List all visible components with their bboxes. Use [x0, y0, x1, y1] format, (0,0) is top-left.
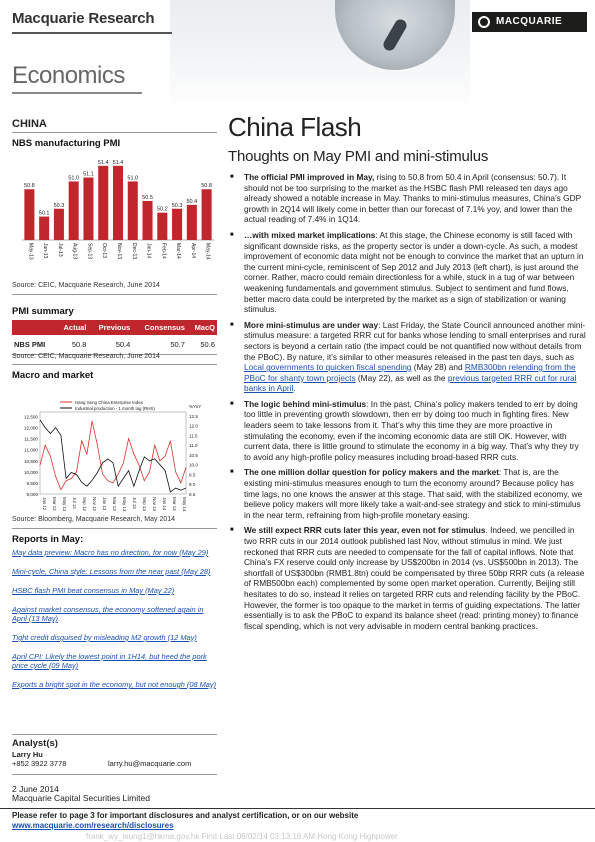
- x-tick-label: May 14: [182, 497, 187, 512]
- bullet-text: .: [293, 383, 296, 394]
- reports-list: [12, 548, 217, 699]
- x-tick-label: Mar 14: [172, 497, 177, 511]
- data-label: 50.2: [156, 206, 168, 213]
- bar: [98, 166, 108, 240]
- y-right-tick-label: 11.0: [189, 443, 198, 449]
- macro-market-line-chart: [14, 386, 219, 512]
- data-label: 50.4: [186, 198, 198, 205]
- x-tick-label: Mar 12: [52, 497, 57, 511]
- legend-label: Industrial production - 1 month lag (RHS): [75, 406, 155, 411]
- bullet-text: : Last Friday, the State Council announced another mini-stimulus measure: a targeted RRR cut for banks whose lending to small enterprises and rural sectors is beyond a certain ratio (the impact could be not quantified now without details from the PBoC). By nature, it’s similar to other measures released in the past ten days, such as: [244, 319, 586, 362]
- divider: [12, 364, 217, 365]
- data-label: 50.5: [142, 194, 153, 201]
- bar: [54, 209, 64, 240]
- tick-label: Dec-13: [130, 243, 137, 260]
- table-header-cell: Consensus: [132, 320, 187, 335]
- y-left-tick-label: 11,500: [24, 436, 38, 442]
- bullet-text: rising to 50.8 from 50.4 in April (consensus: 50.7). It should not be too surprising to the market as the HSBC flash PMI released ten days ago already showed a notable increase in May. Thanks to mini-stimulus measures, China’s GDP growth in 2Q14 will likely come in better than our forecast of 7.1% yoy, and lower than the actual reading of 7.4% in 1Q14.: [244, 172, 581, 225]
- brand-name: Macquarie Research: [12, 10, 155, 27]
- divider: [12, 528, 217, 529]
- logo-mark-icon: [478, 16, 490, 28]
- y-left-tick-label: 9,000: [26, 492, 38, 497]
- table-cell: 50.4: [88, 335, 132, 355]
- inline-link[interactable]: RMB300bn relending from the PBoC for shanty town projects: [244, 362, 576, 383]
- page-header: [0, 0, 595, 108]
- report-link[interactable]: April CPI: Likely the lowest point in 1H14, but heed the pork price cycle (09 May): [12, 652, 207, 670]
- y-left-tick-label: 9,500: [26, 480, 38, 486]
- report-link[interactable]: May data preview: Macro has no direction, for now (May 29): [12, 548, 209, 557]
- bullet-lead: We still expect RRR cuts later this year, even not for stimulus: [244, 525, 486, 536]
- data-label: 50.1: [38, 210, 50, 217]
- macquarie-logo: [472, 12, 587, 32]
- data-label: 50.3: [171, 202, 183, 209]
- page-subtitle: Thoughts on May PMI and mini-stimulus: [228, 148, 489, 165]
- bullet-lead: The logic behind mini-stimulus: [244, 398, 367, 409]
- bar: [172, 209, 182, 240]
- y-right-tick-label: 9.5: [189, 472, 196, 478]
- disclosure-link[interactable]: www.macquarie.com/research/disclosures: [12, 821, 174, 830]
- table-header-cell: MacQ: [187, 320, 217, 335]
- tick-label: Apr-14: [189, 243, 196, 259]
- tick-label: Oct-13: [101, 243, 108, 259]
- chart2-title: Macro and market: [12, 370, 94, 381]
- table-cell: NBS PMI: [12, 335, 55, 355]
- y-right-tick-label: 12.5: [189, 413, 198, 419]
- divider: [12, 294, 217, 295]
- y-right-tick-label: 12.0: [189, 423, 198, 429]
- bullet-item: [228, 399, 588, 463]
- inline-link[interactable]: previous targeted RRR cut for rural banks in April: [244, 372, 577, 394]
- section-rule: [12, 92, 142, 94]
- summary-source: Source: CEIC, Macquarie Research, June 2014: [12, 353, 160, 360]
- y-right-tick-label: 11.5: [189, 433, 198, 439]
- bar: [143, 201, 153, 240]
- table-header-cell: Actual: [55, 320, 88, 335]
- pmi-summary-table: [12, 320, 217, 355]
- bar: [187, 205, 197, 240]
- article-body: [228, 172, 588, 636]
- x-tick-label: Sep 13: [142, 497, 147, 511]
- inline-link[interactable]: Local governments to quicken fiscal spending: [244, 362, 412, 373]
- tick-label: May-13: [27, 243, 34, 260]
- y-left-tick-label: 10,500: [23, 458, 38, 464]
- disclosure-note: Please refer to page 3 for important disclosures and analyst certification, or on our website: [12, 811, 359, 820]
- bullet-item: [228, 230, 588, 315]
- bar: [69, 181, 79, 240]
- bullet-lead: The official PMI improved in May,: [244, 172, 375, 182]
- y-left-tick-label: 11,000: [24, 447, 38, 453]
- chart1-title: NBS manufacturing PMI: [12, 138, 121, 149]
- chart2-source: Source: Bloomberg, Macquarie Research, May 2014: [12, 516, 176, 523]
- x-tick-label: Jan 13: [102, 497, 107, 511]
- table-row: [12, 335, 217, 355]
- bar: [24, 189, 34, 240]
- bullet-text: : At this stage, the Chinese economy is still faced with significant downside risks, as the property sector is under a down-cycle. As such, a modest improvement of economic data might not be enough to convince the market that an upturn in the current mini-cycle, reminiscent of Sep 2012 and July 2013 (left chart), is just around the corner. Rather, macro could remain directionless for a while, stuck in a tug of war between weakening fundamentals and government stimulus. Subject to sentiment and fund flows, better macro data could be interpreted by the market as a sign of stabilization or waning stimulus.: [244, 229, 584, 315]
- tick-label: Mar-14: [175, 243, 182, 259]
- y-right-unit: %YoY: [189, 404, 202, 409]
- watermark: frank_wy_leung1@hkma.gov.hk First Last 06/02/14 03:13:16 AM Hong Kong Highpower: [86, 832, 398, 841]
- divider: [12, 774, 217, 775]
- data-label: 51.4: [97, 159, 109, 166]
- bullet-text: (May 28) and: [411, 362, 465, 373]
- bar: [202, 189, 212, 240]
- publish-date: 2 June 2014: [12, 784, 59, 794]
- table-header-cell: Previous: [88, 320, 132, 335]
- y-left-tick-label: 10,000: [23, 469, 38, 475]
- bar: [128, 181, 138, 240]
- data-label: 51.0: [127, 175, 139, 182]
- data-label: 50.8: [201, 183, 212, 190]
- tick-label: Feb-14: [160, 243, 167, 259]
- y-right-tick-label: 10.0: [189, 462, 198, 468]
- report-link[interactable]: HSBC flash PMI beat consensus in May (May 22): [12, 586, 175, 595]
- report-link[interactable]: Exports a bright spot in the economy, but not enough (08 May): [12, 680, 217, 689]
- bullet-lead: The one million dollar question for policy makers and the market: [244, 467, 499, 478]
- analyst-email[interactable]: larry.hu@macquarie.com: [108, 759, 192, 768]
- plot-frame: [40, 412, 186, 494]
- x-tick-label: Jan 12: [42, 497, 47, 511]
- page-title: China Flash: [228, 112, 362, 142]
- country-label: CHINA: [12, 118, 47, 130]
- divider: [12, 734, 217, 735]
- data-label: 50.8: [24, 183, 35, 190]
- x-tick-label: Jan 14: [162, 497, 167, 511]
- reports-title: Reports in May:: [12, 534, 84, 545]
- table-cell: 50.8: [55, 335, 88, 355]
- table-header-row: [12, 320, 217, 335]
- data-label: 50.3: [53, 202, 65, 209]
- analyst-title: Analyst(s): [12, 738, 58, 749]
- bullet-item: [228, 320, 588, 394]
- x-tick-label: Jul 12: [72, 497, 77, 509]
- report-link[interactable]: Mini-cycle, China style: Lessons from the near past (May 28): [12, 567, 211, 576]
- analyst-phone: +852 3922 3778: [12, 759, 67, 768]
- x-tick-label: Nov 12: [92, 497, 97, 511]
- bullet-lead: More mini-stimulus are under way: [244, 319, 379, 330]
- bullet-lead: …with mixed market implications: [244, 229, 376, 240]
- y-left-tick-label: 12,000: [23, 425, 38, 431]
- bullet-text: : In the past, China’s policy makers tended to err by doing too little in preventing growth slowdown, then err by doing too much in fighting fires. New leaders seem to take lessons from it. That’s why this time they are more proactive in stimulating the economy, even if the incoming economic data are still OK. However, with current data, there is little ground to stimulate the economy in a big way. That’s why they try to avoid any high-profile policy measures including broad-based RRR cuts.: [244, 398, 579, 462]
- summary-title: PMI summary: [12, 306, 74, 317]
- series-line: [40, 421, 186, 490]
- brand-rule: [12, 32, 172, 34]
- x-tick-label: May 13: [122, 497, 127, 512]
- divider: [12, 132, 217, 133]
- tick-label: Jul-13: [56, 243, 63, 257]
- y-right-tick-label: 8.5: [189, 492, 196, 497]
- footer-rule: [0, 808, 595, 809]
- legend-label: Hang Seng China Enterprise Index: [75, 400, 143, 405]
- bullet-text: : That is, are the existing mini-stimulus measures enough to turn the economy around? Because policy has time lags, no one knows the answer at this stage. That said, with the stabilized economy, we believe policy makers will more likely take a wait-and-see strategy and stick to mini-stimulus in the near term, refraining from high-profile monetary easing.: [244, 467, 583, 520]
- table-header-cell: [12, 320, 55, 335]
- tick-label: Nov-13: [116, 243, 122, 260]
- bar: [39, 217, 49, 240]
- table-cell: 50.7: [132, 335, 187, 355]
- y-left-tick-label: 12,500: [23, 414, 38, 420]
- bullet-text: (May 22), as well as the: [355, 372, 448, 383]
- data-label: 51.4: [112, 159, 124, 166]
- report-link[interactable]: Against market consensus, the economy softened again in April (13 May): [12, 605, 204, 623]
- section-name: Economics: [12, 62, 125, 89]
- data-label: 51.1: [83, 171, 94, 178]
- report-link[interactable]: Tight credit disguised by misleading M2 growth (12 May): [12, 633, 197, 642]
- tick-label: Jan-14: [145, 243, 152, 259]
- bullet-item: [228, 525, 588, 631]
- tick-label: May-14: [204, 243, 211, 260]
- data-label: 51.0: [68, 175, 80, 182]
- tick-label: Aug-13: [71, 243, 78, 260]
- analyst-name: Larry Hu: [12, 750, 43, 759]
- x-tick-label: Sep 12: [82, 497, 87, 511]
- y-right-tick-label: 10.5: [189, 452, 198, 458]
- x-tick-label: Nov 13: [152, 497, 157, 511]
- tick-label: Sep-13: [86, 243, 93, 260]
- x-tick-label: Mar 13: [112, 497, 117, 511]
- chart1-source: Source: CEIC, Macquarie Research, June 2014: [12, 282, 160, 289]
- table-cell: 50.6: [187, 335, 217, 355]
- logo-text: MACQUARIE: [496, 16, 563, 27]
- x-tick-label: Jul 13: [132, 497, 137, 509]
- bar: [157, 213, 167, 240]
- y-right-tick-label: 9.0: [189, 482, 196, 488]
- bullet-text: . Indeed, we pencilled in two RRR cuts in our 2014 outlook published last Nov, without stimulus in mind. We just reckoned that RRR cuts are needed to compensate for the fall of capital inflows. Note that China’s FX reserve could only increase by US$200bn in 2014 (vs. US$500bn in 2013). The shortfall of US$300bn (RMB1.8tn) could be compensated by three 50bp RRR cuts (a release of RMB500bn each) complemented by some open market operation. Currently, Beijing still hesitates to do so, instead it relies on targeted RRR cuts and relending facility by the PBoC. However, the former is too opaque to the market in terms of guiding expectations. The latter essentially is to ask the PBoC to expand its balance sheet (read: printing money) to finance fiscal spending, which is not very advisable in modern central banking practices.: [244, 525, 585, 631]
- bar: [83, 178, 93, 240]
- bullet-item: [228, 467, 588, 520]
- bar: [113, 166, 123, 240]
- series-line: [40, 420, 186, 492]
- bullet-item: [228, 172, 588, 225]
- x-tick-label: May 12: [62, 497, 67, 512]
- pmi-bar-chart: [16, 150, 216, 278]
- tick-label: Jun-13: [42, 243, 49, 259]
- firm-name: Macquarie Capital Securities Limited: [12, 793, 150, 803]
